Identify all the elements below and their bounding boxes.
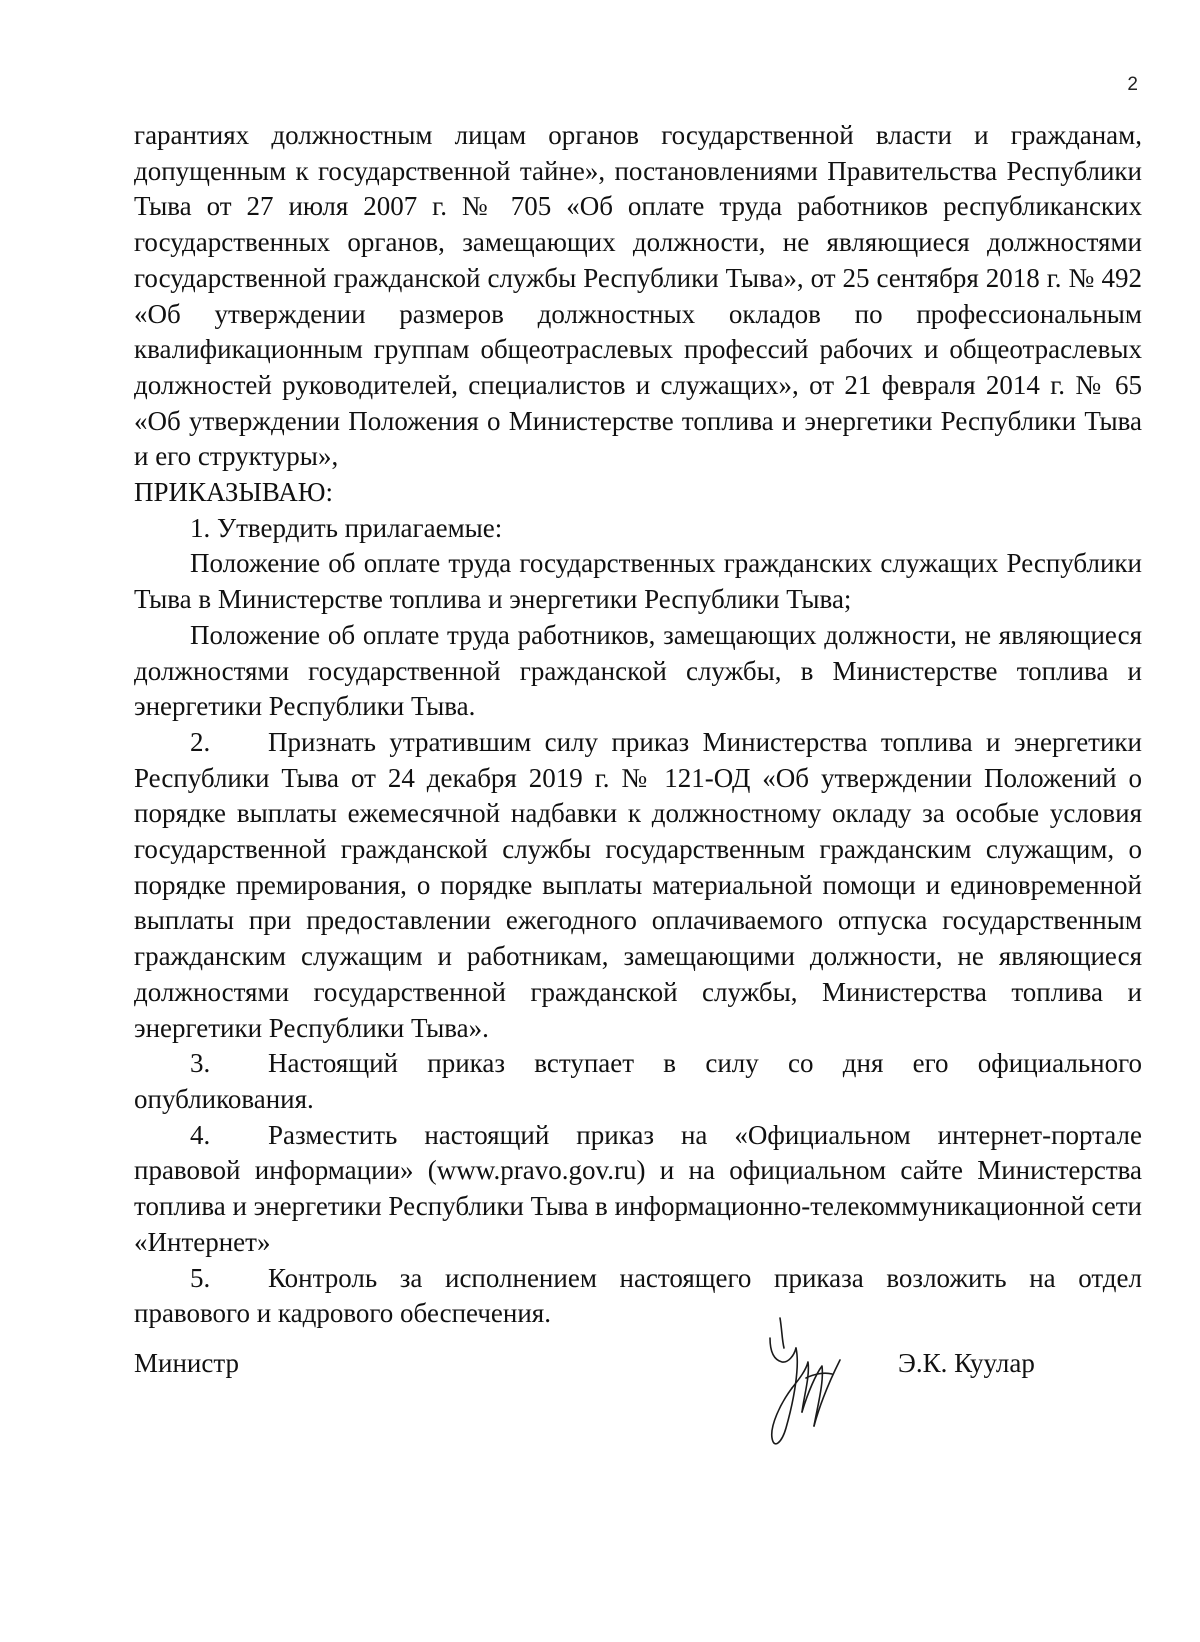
signatory-title: Министр	[134, 1348, 239, 1378]
signatory-name: Э.К. Куулар	[898, 1348, 1035, 1378]
item-1-sub-2: Положение об оплате труда работников, замещающих должности, не являющиеся должностями государственной гражданской службы, в Министерстве топлива и энергетики Республики Тыва.	[134, 619, 1142, 722]
item-5-number: 5.	[190, 1262, 211, 1293]
item-3	[134, 1046, 1142, 1117]
item-2-number: 2.	[190, 726, 211, 757]
item-3-text: Настоящий приказ вступает в силу со дня его официального опубликования.	[134, 1048, 1142, 1114]
item-2	[134, 725, 1142, 1046]
item-1-number: 1.	[190, 512, 211, 543]
item-1-sub-1: Положение об оплате труда государственных гражданских служащих Республики Тыва в Министерстве топлива и энергетики Республики Тыва;	[134, 548, 1142, 615]
document-body	[134, 118, 1142, 1332]
item-5	[134, 1261, 1142, 1332]
order-word: ПРИКАЗЫВАЮ:	[134, 477, 333, 508]
handwritten-signature	[744, 1308, 864, 1458]
item-1-text: Утвердить прилагаемые:	[217, 512, 503, 543]
item-5-text: Контроль за исполнением настоящего приказа возложить на отдел правового и кадрового обеспечения.	[134, 1262, 1142, 1329]
item-2-text: Признать утратившим силу приказ Министерства топлива и энергетики Республики Тыва от 24 декабря 2019 г. № 121-ОД «Об утверждении Положений о порядке выплаты ежемесячной надбавки к должностному окладу за особые условия государственной гражданской службы государственным гражданским служащим, о порядке премирования, о порядке выплаты материальной помощи и единовременной выплаты при предоставлении ежегодного оплачиваемого отпуска государственным гражданским служащим и работникам, замещающими должности, не являющиеся должностями государственной гражданской службы, Министерства топлива и энергетики Республики Тыва».	[134, 726, 1142, 1043]
signature-block	[134, 1348, 1142, 1468]
item-3-number: 3.	[190, 1048, 211, 1079]
page-number: 2	[1127, 74, 1138, 95]
item-4-text: Разместить настоящий приказ на «Официальном интернет-портале правовой информации» (www.pravo.gov.ru) и на официальном сайте Министерства топлива и энергетики Республики Тыва в информационно-телекоммуникационной сети «Интернет»	[134, 1119, 1142, 1257]
item-4-number: 4.	[190, 1119, 211, 1150]
item-1	[134, 511, 1142, 547]
intro-paragraph: гарантиях должностным лицам органов государственной власти и гражданам, допущенным к государственной тайне», постановлениями Правительства Республики Тыва от 27 июля 2007 г. № 705 «Об оплате труда работников республиканских государственных органов, замещающих должности, не являющиеся должностями государственной гражданской службы Республики Тыва», от 25 сентября 2018 г. № 492 «Об утверждении размеров должностных окладов по профессиональным квалификационным группам общеотраслевых профессий рабочих и общеотраслевых должностей руководителей, специалистов и служащих», от 21 февраля 2014 г. № 65 «Об утверждении Положения о Министерстве топлива и энергетики Республики Тыва и его структуры»,	[134, 120, 1142, 472]
item-4	[134, 1118, 1142, 1261]
